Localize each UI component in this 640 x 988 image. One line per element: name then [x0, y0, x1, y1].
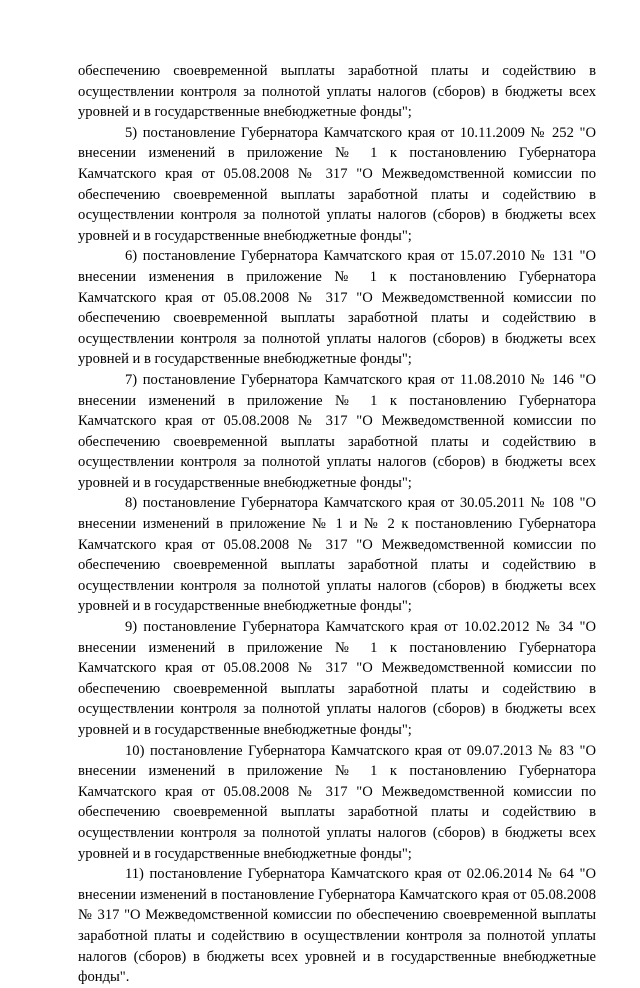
paragraph-item-11: 11) постановление Губернатора Камчатского края от 02.06.2014 № 64 "О внесении изменений в постановление Губернатора Камчатского края от 05.08.2008 № 317 "О Межведомственной комиссии по обеспечению своевременной выплаты заработной платы и содействию в осуществлении контроля за полнотой уплаты налогов (сборов) в бюджеты всех уровней и в государственные внебюджетные фонды". [78, 866, 596, 986]
paragraph-item-8: 8) постановление Губернатора Камчатского края от 30.05.2011 № 108 "О внесении изменений в приложение № 1 и № 2 к постановлению Губернатора Камчатского края от 05.08.2008 № 317 "О Межведомственной комиссии по обеспечению своевременной выплаты заработной платы и содействию в осуществлении контроля за полнотой уплаты налогов (сборов) в бюджеты всех уровней и в государственные внебюджетные фонды"; [78, 495, 596, 615]
document-page [78, 61, 596, 988]
paragraph-item-5: 5) постановление Губернатора Камчатского края от 10.11.2009 № 252 "О внесении изменений в приложение № 1 к постановлению Губернатора Камчатского края от 05.08.2008 № 317 "О Межведомственной комиссии по обеспечению своевременной выплаты заработной платы и содействию в осуществлении контроля за полнотой уплаты налогов (сборов) в бюджеты всех уровней и в государственные внебюджетные фонды"; [78, 124, 596, 244]
paragraph-item-9: 9) постановление Губернатора Камчатского края от 10.02.2012 № 34 "О внесении изменений в приложение № 1 к постановлению Губернатора Камчатского края от 05.08.2008 № 317 "О Межведомственной комиссии по обеспечению своевременной выплаты заработной платы и содействию в осуществлении контроля за полнотой уплаты налогов (сборов) в бюджеты всех уровней и в государственные внебюджетные фонды"; [78, 619, 596, 738]
paragraph-intro: обеспечению своевременной выплаты заработной платы и содействию в осуществлении контроля за полнотой уплаты налогов (сборов) в бюджеты всех уровней и в государственные внебюджетные фонды"; [78, 63, 596, 121]
paragraph-item-7: 7) постановление Губернатора Камчатского края от 11.08.2010 № 146 "О внесении изменений в приложение № 1 к постановлению Губернатора Камчатского края от 05.08.2008 № 317 "О Межведомственной комиссии по обеспечению своевременной выплаты заработной платы и содействию в осуществлении контроля за полнотой уплаты налогов (сборов) в бюджеты всех уровней и в государственные внебюджетные фонды"; [78, 371, 596, 491]
paragraph-item-6: 6) постановление Губернатора Камчатского края от 15.07.2010 № 131 "О внесении изменения в приложение № 1 к постановлению Губернатора Камчатского края от 05.08.2008 № 317 "О Межведомственной комиссии по обеспечению своевременной выплаты заработной платы и содействию в осуществлении контроля за полнотой уплаты налогов (сборов) в бюджеты всех уровней и в государственные внебюджетные фонды"; [78, 248, 596, 368]
paragraph-item-10: 10) постановление Губернатора Камчатского края от 09.07.2013 № 83 "О внесении изменений в приложение № 1 к постановлению Губернатора Камчатского края от 05.08.2008 № 317 "О Межведомственной комиссии по обеспечению своевременной выплаты заработной платы и содействию в осуществлении контроля за полнотой уплаты налогов (сборов) в бюджеты всех уровней и в государственные внебюджетные фонды"; [78, 742, 596, 862]
